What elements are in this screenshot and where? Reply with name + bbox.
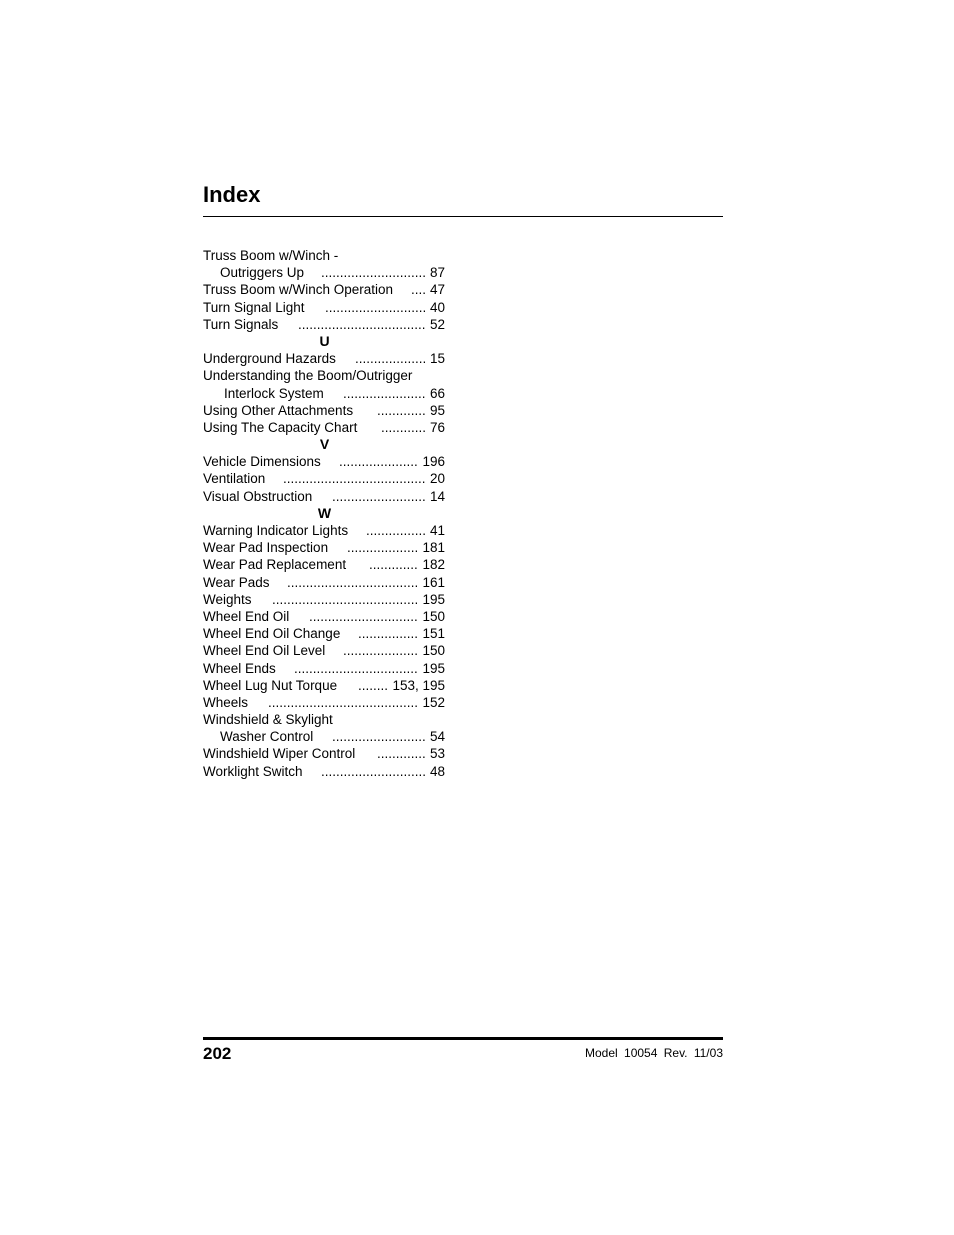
index-letter-heading: U (319, 332, 330, 349)
index-entry-leader-dots: ....................................... (272, 591, 419, 607)
footer-model-revision: Model 10054 Rev. 11/03 (585, 1046, 723, 1060)
index-entry-term: Washer Control (220, 729, 314, 745)
index-entry-page: 150 (422, 608, 445, 624)
index-entry (203, 745, 445, 762)
index-entry (203, 574, 445, 591)
index-entry (203, 419, 445, 436)
index-entry-leader-dots: .................................. (298, 316, 426, 332)
index-entry-term: Visual Obstruction (203, 488, 313, 504)
index-entry-page: 95 (429, 402, 445, 418)
index-entry-term: Using The Capacity Chart (203, 419, 358, 435)
index-entry-term: Wheels (203, 694, 249, 710)
index-entry-leader-dots: ..................... (339, 454, 418, 470)
index-entry (203, 316, 445, 333)
index-entry-page: 40 (429, 299, 445, 315)
index-entry (203, 728, 445, 745)
index-entry-leader-dots: ............................ (321, 265, 427, 281)
index-entry-page: 87 (429, 265, 445, 281)
index-entry (203, 711, 445, 728)
index-entry-page: 151 (422, 626, 445, 642)
index-entry-term: Wear Pads (203, 574, 270, 590)
index-entry-leader-dots: ........ (358, 677, 389, 693)
index-entry-term: Wheel End Oil Change (203, 626, 341, 642)
index-entry (203, 453, 445, 470)
index-letter-heading: V (319, 436, 330, 453)
page-title: Index (203, 182, 261, 207)
index-entry (203, 385, 445, 402)
index-entry (203, 660, 445, 677)
index-entry-page: 195 (422, 591, 445, 607)
index-entry-leader-dots: ......................... (332, 729, 426, 745)
index-entry-leader-dots: ................................. (294, 660, 418, 676)
index-entry-leader-dots: ............. (377, 746, 426, 762)
index-entry (203, 677, 445, 694)
page-number: 202 (203, 1044, 232, 1063)
index-entry-page: 161 (422, 574, 445, 590)
index-entry-page: 195 (422, 660, 445, 676)
index-entry-leader-dots: ................... (355, 351, 427, 367)
index-entry (203, 367, 445, 384)
index-entry-leader-dots: ................... (347, 540, 419, 556)
index-entry-term: Outriggers Up (220, 265, 305, 281)
index-entry-page: 181 (422, 540, 445, 556)
index-entry-term: Underground Hazards (203, 351, 336, 367)
index-entry (203, 694, 445, 711)
index-entry-page: 41 (429, 523, 445, 538)
index-entry-term: Warning Indicator Lights (203, 523, 349, 538)
title-divider (203, 216, 723, 217)
index-entry (203, 763, 445, 780)
index-entry-term: Worklight Switch (203, 763, 303, 779)
index-entry-term: Wheel End Oil Level (203, 643, 326, 659)
index-entry-term: Wear Pad Replacement (203, 557, 347, 573)
index-entry-term: Using Other Attachments (203, 402, 354, 418)
index-entry-leader-dots: ........................... (325, 299, 427, 315)
index-entry-page: 196 (422, 454, 445, 470)
index-entry-term: Windshield Wiper Control (203, 746, 356, 762)
index-entry-leader-dots: ............. (377, 402, 426, 418)
index-entry (203, 591, 445, 608)
index-entry-page: 20 (429, 471, 445, 487)
index-entry-leader-dots: ................ (358, 626, 419, 642)
index-entry (203, 488, 445, 505)
index-entry-page: 53 (429, 746, 445, 762)
index-entry-leader-dots: .... (411, 282, 427, 298)
index-entry (203, 350, 445, 367)
index-entry-leader-dots: ................ (366, 523, 427, 538)
index-entry-page: 15 (429, 351, 445, 367)
index-entry (203, 522, 445, 539)
index-entry-leader-dots: ............ (381, 419, 427, 435)
index-entry (203, 264, 445, 281)
index-entry-leader-dots: ......................... (332, 488, 426, 504)
index-entry (203, 299, 445, 316)
index-entry (203, 556, 445, 573)
index-entry (203, 247, 445, 264)
footer-divider (203, 1037, 723, 1040)
index-entry (203, 608, 445, 625)
index-entry-leader-dots: ................................... (287, 574, 419, 590)
index-entry-page: 182 (422, 557, 445, 573)
index-entry (203, 539, 445, 556)
index-entry-term: Turn Signals (203, 316, 279, 332)
index-entry-page: 153, 195 (392, 677, 445, 693)
index-entry-page: 152 (422, 694, 445, 710)
index-entry (203, 625, 445, 642)
index-entry-page: 54 (429, 729, 445, 745)
index-entry (203, 470, 445, 487)
index-entry-term: Interlock System (224, 385, 324, 401)
index-entry-term: Understanding the Boom/Outrigger (203, 368, 413, 384)
index-entry-term: Truss Boom w/Winch - (203, 248, 339, 263)
index-entry-page: 66 (429, 385, 445, 401)
index-entry-page: 47 (429, 282, 445, 298)
index-entry-leader-dots: ............................ (321, 763, 427, 779)
index-entry-term: Ventilation (203, 471, 266, 487)
index-entry-page: 76 (429, 419, 445, 435)
index-entry-term: Wheel End Oil (203, 608, 290, 624)
index-entry-page: 48 (429, 763, 445, 779)
index-entry (203, 402, 445, 419)
index-entry (203, 281, 445, 298)
index-entry-leader-dots: ............. (369, 557, 418, 573)
index-entry-page: 52 (429, 316, 445, 332)
index-entry (203, 642, 445, 659)
index-entry-term: Turn Signal Light (203, 299, 305, 315)
index-entry-term: Wheel Ends (203, 660, 276, 676)
index-entry-leader-dots: ........................................ (268, 694, 419, 710)
index-entry-leader-dots: ............................. (309, 608, 418, 624)
index-entry-term: Wheel Lug Nut Torque (203, 677, 338, 693)
index-letter-heading: W (317, 504, 332, 521)
index-entry-page: 150 (422, 643, 445, 659)
index-entry-term: Windshield & Skylight (203, 712, 333, 728)
index-entry-term: Wear Pad Inspection (203, 540, 329, 556)
index-list (203, 247, 445, 780)
index-entry-leader-dots: .................... (343, 643, 419, 659)
index-entry-leader-dots: ...................................... (283, 471, 426, 487)
index-entry-term: Weights (203, 591, 252, 607)
index-entry-term: Truss Boom w/Winch Operation (203, 282, 394, 298)
index-entry-page: 14 (429, 488, 445, 504)
index-entry-term: Vehicle Dimensions (203, 454, 321, 470)
index-entry-leader-dots: ...................... (343, 385, 426, 401)
